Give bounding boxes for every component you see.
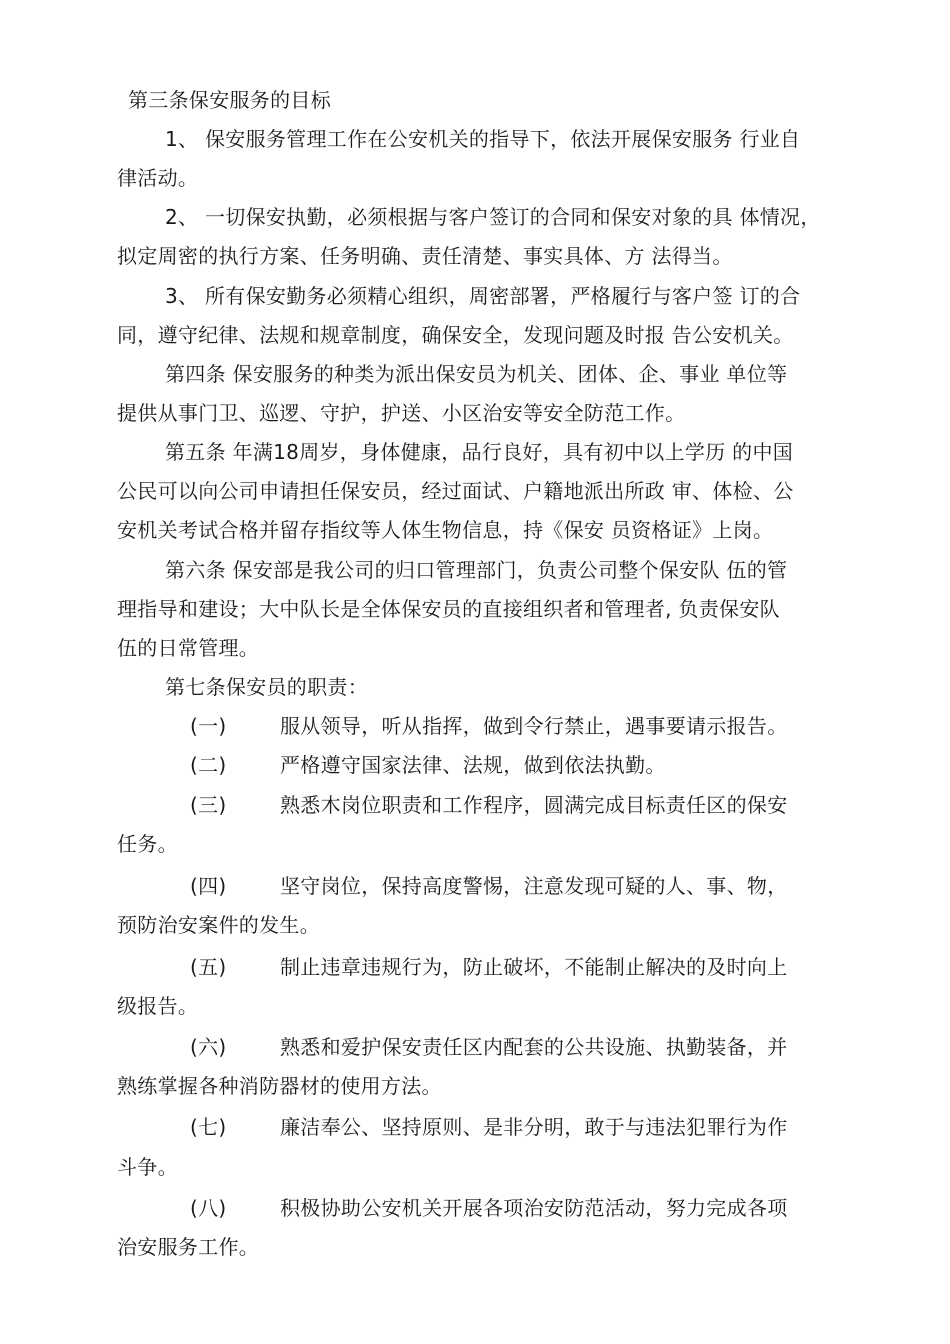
duty-number: (一) [190,714,227,738]
duty-text: 熟悉木岗位职责和工作程序，圆满完成目标责任区的保安 [280,793,788,817]
paragraph-line: 2、 一切保安执勤，必须根据与客户签订的合同和保安对象的具 体情况， [165,205,821,229]
paragraph-line: 第四条 保安服务的种类为派出保安员为机关、团体、企、事业 单位等 [165,362,788,386]
duty-text-cont: 熟练掌握各种消防器材的使用方法。 [117,1074,442,1098]
paragraph-line: 同，遵守纪律、法规和规章制度，确保安全，发现问题及时报 告公安机关。 [117,323,794,347]
duty-text: 制止违章违规行为，防止破坏，不能制止解决的及时向上 [280,955,788,979]
duty-text: 严格遵守国家法律、法规，做到依法执勤。 [280,753,666,777]
duty-text-cont: 预防治安案件的发生。 [117,913,320,937]
duty-number: (五) [190,955,227,979]
paragraph-line: 第六条 保安部是我公司的归口管理部门，负责公司整个保安队 伍的管 [165,558,788,582]
duty-text-cont: 治安服务工作。 [117,1235,260,1259]
paragraph-line: 伍的日常管理。 [117,636,260,660]
duty-text: 服从领导，听从指挥，做到令行禁止，遇事要请示报告。 [280,714,788,738]
article-3-heading: 第三条保安服务的目标 [128,88,331,112]
paragraph-line: 律活动。 [117,166,199,190]
paragraph-line: 3、 所有保安勤务必须精心组织，周密部署，严格履行与客户签 订的合 [165,284,801,308]
duty-text: 积极协助公安机关开展各项治安防范活动，努力完成各项 [280,1196,788,1220]
paragraph-line: 公民可以向公司申请担任保安员，经过面试、户籍地派出所政 审、体检、公 [117,479,794,503]
duty-number: (四) [190,874,227,898]
duty-number: (六) [190,1035,227,1059]
duty-number: (八) [190,1196,227,1220]
duty-text-cont: 任务。 [117,832,178,856]
paragraph-line: 提供从事门卫、巡逻、守护，护送、小区治安等安全防范工作。 [117,401,686,425]
duty-number: (七) [190,1115,227,1139]
duty-text: 廉洁奉公、坚持原则、是非分明，敢于与违法犯罪行为作 [280,1115,788,1139]
duty-text-cont: 斗争。 [117,1155,178,1179]
article-7-heading: 第七条保安员的职责： [165,675,368,699]
paragraph-line: 1、 保安服务管理工作在公安机关的指导下，依法开展保安服务 行业自 [165,127,801,151]
duty-text-cont: 级报告。 [117,994,199,1018]
paragraph-line: 安机关考试合格并留存指纹等人体生物信息，持《保安 员资格证》上岗。 [117,518,774,542]
paragraph-line: 第五条 年满18周岁，身体健康，品行良好，具有初中以上学历 的中国 [165,440,794,464]
paragraph-line: 拟定周密的执行方案、任务明确、责任清楚、事实具体、方 法得当。 [117,244,733,268]
paragraph-line: 理指导和建设；大中队长是全体保安员的直接组织者和管理者, 负责保安队 [117,597,780,621]
duty-number: (三) [190,793,227,817]
duty-text: 熟悉和爱护保安责任区内配套的公共设施、执勤装备，并 [280,1035,788,1059]
duty-text: 坚守岗位，保持高度警惕，注意发现可疑的人、事、物， [280,874,788,898]
duty-number: (二) [190,753,227,777]
